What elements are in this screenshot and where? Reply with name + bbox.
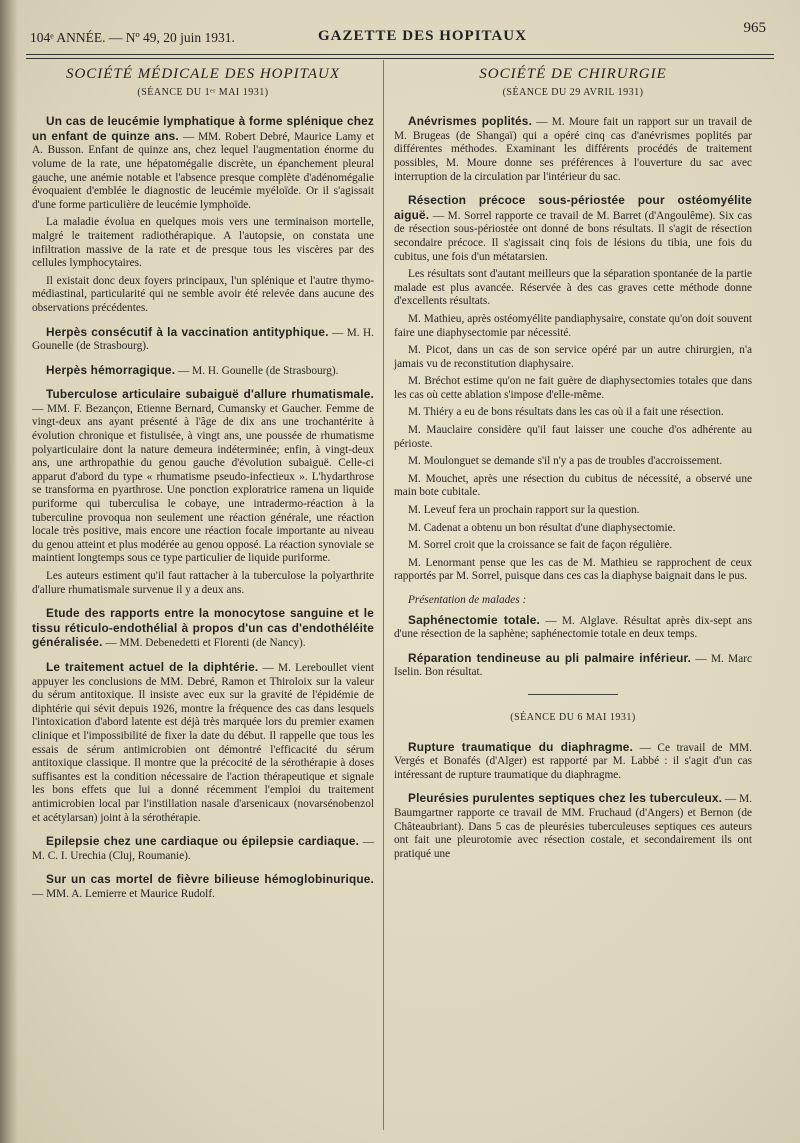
abstract-lead bbox=[32, 661, 374, 825]
abstract-title: Résection précoce sous-périostée pour ostéomyélite aiguë. bbox=[394, 193, 752, 222]
abstract-item bbox=[32, 607, 374, 651]
abstract-lead bbox=[394, 115, 752, 184]
abstract-item bbox=[394, 792, 752, 861]
left-column bbox=[32, 62, 374, 911]
abstract-item bbox=[394, 741, 752, 783]
abstract-authors-text: — M. Moure fait un rapport sur un travail de M. Brugeas (de Shangaï) qui a opéré cinq cas d'anévrismes poplités par différentes méthodes. Examinant les différents procédés de traitement possibles, M. Moure donne ses préférences à l'ouverture du sac avec interruption de la circulation par l'intérieur du sac. bbox=[394, 116, 753, 183]
abstract-lead bbox=[394, 652, 752, 680]
abstract-title: Anévrismes poplités. bbox=[408, 114, 533, 129]
abstract-authors-text: — M. Lereboullet vient appuyer les conclusions de MM. Debré, Ramon et Thiroloix sur la valeur du sérum antitoxique. Il insiste avec eux sur la gravité de l'épidémie de diphtérie qui sévit depuis 1926, montre la fréquence des cas dans lesquels l'intoxication d'abord latente est déjà très marquée lors du premier examen clinique et l'impossibilité de fixer la date du début. Il rappelle que tous les essais de sérum antimicrobien ont démontré l'efficacité du sérum antitoxique classique. Il montre que la précocité de la sérothérapie à doses suffisantes est la condition nécessaire de l'action thérapeutique et signale les bons effets que lui a donné récemment l'emploi du traitement antimicrobien local par l'instillation nasale d'arsenicaux (novarsénobenzol et acétylarsan) joint à la sérothérapie. bbox=[32, 661, 374, 824]
abstract-title: Un cas de leucémie lymphatique à forme splénique chez un enfant de quinze ans. bbox=[32, 114, 374, 143]
abstract-paragraph: M. Sorrel croit que la croissance se fait de façon régulière. bbox=[408, 539, 673, 552]
abstract-authors-text: — Ce travail de MM. Vergés et Bonafés (d'Alger) est rapporté par M. Labbé : il s'agit d'un cas intéressant de rupture traumatique du diaphragme. bbox=[394, 741, 752, 781]
seance-date: (SÉANCE DU 29 AVRIL 1931) bbox=[502, 86, 644, 98]
abstract-lead bbox=[394, 792, 752, 861]
abstract-paragraph: M. Moulonguet se demande s'il n'y a pas de troubles d'accroissement. bbox=[408, 455, 723, 468]
abstract-item bbox=[32, 388, 374, 597]
journal-title: GAZETTE DES HOPITAUX bbox=[318, 28, 527, 44]
abstract-authors-text: — M. H. Gounelle (de Strasbourg). bbox=[32, 326, 374, 353]
section-title-medicale: SOCIÉTÉ MÉDICALE DES HOPITAUX bbox=[65, 66, 341, 82]
abstract-lead bbox=[32, 835, 374, 863]
abstract-authors-text: — M. Sorrel rapporte ce travail de M. Barret (d'Angoulême). Six cas de résection sous-périostée ont donné de bons résultats. Il s'agit de résection secondaire précoce. Il s'agissait cinq fois de lésions du tibia, une fois du cubitus, une fois d'un métatarsien. bbox=[394, 209, 752, 263]
abstract-lead bbox=[32, 364, 374, 379]
abstract-lead bbox=[394, 614, 752, 642]
abstract-paragraph: M. Bréchot estime qu'on ne fait guère de diaphysectomies totales que dans les cas où cette ablation s'impose d'elle-même. bbox=[394, 375, 752, 401]
right-column bbox=[394, 62, 752, 871]
page-spine-shadow bbox=[0, 0, 18, 1143]
abstract-title: Sur un cas mortel de fièvre bilieuse hémoglobinurique. bbox=[46, 872, 374, 887]
abstract-authors-text: — M. H. Gounelle (de Strasbourg). bbox=[175, 364, 339, 377]
abstract-item bbox=[32, 661, 374, 825]
presentation-heading: Présentation de malades : bbox=[408, 594, 527, 606]
abstract-item bbox=[32, 873, 374, 901]
abstract-item bbox=[32, 835, 374, 863]
right-items-presentation bbox=[394, 614, 752, 680]
abstract-paragraph: M. Mauclaire considère qu'il faut laisser une couche d'os adhérente au périoste. bbox=[394, 424, 752, 450]
seance-date-second: (SÉANCE DU 6 MAI 1931) bbox=[510, 711, 636, 723]
abstract-authors-text: — M. C. I. Urechia (Cluj, Roumanie). bbox=[32, 836, 375, 862]
abstract-authors-text: — MM. Debenedetti et Florenti (de Nancy). bbox=[102, 637, 306, 650]
abstract-item bbox=[32, 364, 374, 379]
abstract-title: Saphénectomie totale. bbox=[408, 612, 540, 627]
abstract-paragraph: M. Mouchet, après une résection du cubitus de nécessité, a observé une main bote cubitale. bbox=[394, 472, 752, 499]
abstract-authors-text: — MM. F. Bezançon, Etienne Bernard, Cumansky et Gaucher. Femme de vingt-deux ans ayant présenté à l'âge de dix ans une trochantérite à évolution chronique et fistulisée, à vingt ans, une poussée de rhumatisme polyarticulaire dont la nature demeura indéterminée; enfin, à vingt-deux ans, une arthropathie du genou gauche d'évolution subaiguë. Celle-ci apparut d'abord du type « rhumatisme pseudo-infectieux ». L'hydarthrose se transforma en pyarthrose. Une ponction exploratrice ramena un liquide puriforme qui tuberculisa le cobaye, une intradermo-réaction à la tuberculine provoqua non seulement une réaction générale, une réaction locale très positive, mais encore une réaction focale importante au niveau du genou atteint et plus modérée au genou opposé. La réaction synoviale se maintient longtemps sous ce type particulier de liquide puriforme. bbox=[32, 402, 374, 565]
abstract-title: Réparation tendineuse au pli palmaire inférieur. bbox=[408, 650, 692, 665]
left-items bbox=[32, 115, 374, 901]
right-items-second bbox=[394, 741, 752, 862]
header-rule-thin bbox=[26, 58, 774, 59]
abstract-authors-text: — MM. Robert Debré, Maurice Lamy et A. Busson. Enfant de quinze ans, chez lequel l'augmentation énorme du volume de la rate, une hépatomégalie discrète, un épanchement pleural gauche, une anémie notable et l'absence presque complète d'adénomégalie évoquaient d'emblée le diagnostic de leucémie myéloïde. Or il s'agissait d'une forme particulière de leucémie lymphoïde. bbox=[32, 130, 374, 211]
abstract-title: Tuberculose articulaire subaiguë d'allure rhumatismale. bbox=[46, 387, 374, 402]
abstract-paragraph: M. Picot, dans un cas de son service opéré par un autre chirurgien, n'a jamais vu de reconstitution diaphysaire. bbox=[394, 344, 752, 370]
abstract-lead bbox=[394, 741, 752, 783]
abstract-lead bbox=[32, 607, 374, 651]
abstract-paragraph: M. Lenormant pense que les cas de M. Mathieu se rapprochent de ceux rapportés par M. Sorrel, puisque dans ces cas la diaphyse baignait dans le pus. bbox=[394, 556, 752, 583]
abstract-authors-text: — M. Marc Iselin. Bon résultat. bbox=[394, 652, 752, 679]
abstract-title: Epilepsie chez une cardiaque ou épilepsie cardiaque. bbox=[46, 834, 360, 849]
abstract-authors-text: — M. Baumgartner rapporte ce travail de MM. Fruchaud (d'Angers) et Bernon (de Châteaubriant). Dans 5 cas de pleurésies tuberculeuses septiques ces auteurs ont fait une pleurotomie avec résection costale, et secondairement ils ont pratiqué une bbox=[394, 793, 752, 860]
abstract-lead bbox=[32, 326, 374, 354]
abstract-paragraph: M. Leveuf fera un prochain rapport sur la question. bbox=[408, 504, 640, 517]
abstract-paragraph: M. Mathieu, après ostéomyélite pandiaphysaire, constate qu'on doit souvent faire une diaphysectomie par nécessité. bbox=[394, 312, 752, 339]
abstract-paragraph: Les auteurs estiment qu'il faut rattacher à la tuberculose la polyarthrite d'allure rhumatismale survenue il y a deux ans. bbox=[32, 570, 374, 596]
abstract-item bbox=[394, 115, 752, 184]
right-items-first bbox=[394, 115, 752, 584]
abstract-lead bbox=[32, 873, 374, 901]
abstract-title: Herpès consécutif à la vaccination antityphique. bbox=[46, 324, 329, 339]
abstract-title: Etude des rapports entre la monocytose sanguine et le tissu réticulo-endothélial à propos d'un cas d'endothéléite généralisée. bbox=[32, 606, 374, 650]
page-number: 965 bbox=[743, 20, 766, 36]
abstract-title: Pleurésies purulentes septiques chez les tuberculeux. bbox=[408, 791, 723, 806]
abstract-lead bbox=[32, 388, 374, 566]
header-rule bbox=[26, 54, 774, 55]
abstract-item bbox=[32, 115, 374, 315]
abstract-paragraph: La maladie évolua en quelques mois vers une terminaison mortelle, malgré le traitement radiothérapique. A l'autopsie, on constata une infiltration massive de la rate et de presque tous les viscères par des cellules lymphocytaires. bbox=[32, 216, 374, 270]
abstract-item bbox=[394, 652, 752, 680]
abstract-title: Le traitement actuel de la diphtérie. bbox=[46, 659, 259, 674]
abstract-paragraph: M. Cadenat a obtenu un bon résultat d'une diaphysectomie. bbox=[408, 521, 676, 534]
seance-date: (SÉANCE DU 1ᵉʳ MAI 1931) bbox=[137, 86, 269, 98]
abstract-item bbox=[394, 194, 752, 584]
abstract-paragraph: Il existait donc deux foyers principaux, l'un splénique et l'autre thymo-médiastinal, particularité qui ne semble avoir été relevée dans aucune des observations précédentes. bbox=[32, 274, 374, 314]
abstract-lead bbox=[32, 115, 374, 212]
abstract-authors-text: — M. Alglave. Résultat après dix-sept ans d'une résection de la saphène; saphénectomie totale en deux temps. bbox=[394, 614, 752, 641]
section-title-chirurgie: SOCIÉTÉ DE CHIRURGIE bbox=[479, 66, 667, 82]
abstract-item bbox=[32, 326, 374, 354]
abstract-authors-text: — MM. A. Lemierre et Maurice Rudolf. bbox=[32, 887, 215, 900]
section-separator bbox=[528, 694, 618, 695]
abstract-title: Rupture traumatique du diaphragme. bbox=[408, 739, 634, 754]
issue-line: 104ᵉ ANNÉE. — Nº 49, 20 juin 1931. bbox=[30, 30, 235, 45]
abstract-paragraph: M. Thiéry a eu de bons résultats dans les cas où il a fait une résection. bbox=[408, 406, 724, 419]
abstract-paragraph: Les résultats sont d'autant meilleurs que la séparation spontanée de la partie malade est plus avancée. Réservée à des cas graves cette méthode donne d'excellents résultats. bbox=[394, 268, 752, 308]
abstract-lead bbox=[394, 194, 752, 264]
column-divider bbox=[383, 60, 384, 1130]
page-header bbox=[28, 20, 774, 50]
abstract-title: Herpès hémorragique. bbox=[46, 362, 176, 377]
abstract-item bbox=[394, 614, 752, 642]
